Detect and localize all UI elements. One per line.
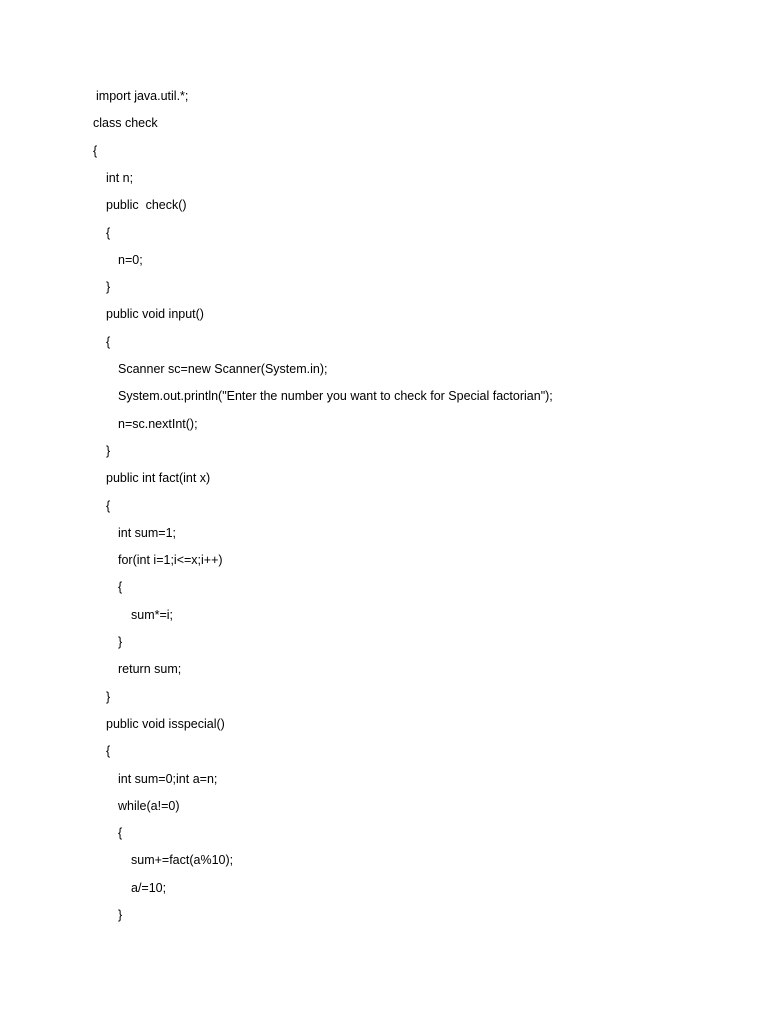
code-line: int sum=0;int a=n; (118, 772, 218, 786)
code-line: return sum; (118, 662, 182, 676)
code-line: { (118, 826, 123, 840)
code-line: public void input() (106, 307, 204, 321)
code-line: { (106, 744, 111, 758)
code-line: import java.util.*; (96, 89, 189, 103)
code-line: } (118, 635, 123, 649)
code-line: a/=10; (131, 881, 167, 895)
code-line: } (118, 908, 123, 922)
code-line: n=sc.nextInt(); (118, 417, 198, 431)
code-line: public void isspecial() (106, 717, 225, 731)
code-line: { (118, 580, 123, 594)
code-line: { (106, 226, 111, 240)
code-line: System.out.println("Enter the number you want to check for Special factorian"); (118, 389, 553, 403)
code-line: } (106, 280, 111, 294)
code-line: int n; (106, 171, 134, 185)
code-line: { (106, 499, 111, 513)
code-line: sum+=fact(a%10); (131, 853, 234, 867)
code-line: } (106, 444, 111, 458)
code-line: int sum=1; (118, 526, 177, 540)
code-line: public check() (106, 198, 187, 212)
code-line: Scanner sc=new Scanner(System.in); (118, 362, 328, 376)
code-line: { (93, 144, 98, 158)
code-line: for(int i=1;i<=x;i++) (118, 553, 223, 567)
code-line: } (106, 690, 111, 704)
code-line: { (106, 335, 111, 349)
code-line: while(a!=0) (118, 799, 180, 813)
code-line: sum*=i; (131, 608, 174, 622)
code-line: class check (93, 116, 158, 130)
code-line: public int fact(int x) (106, 471, 211, 485)
code-line: n=0; (118, 253, 143, 267)
